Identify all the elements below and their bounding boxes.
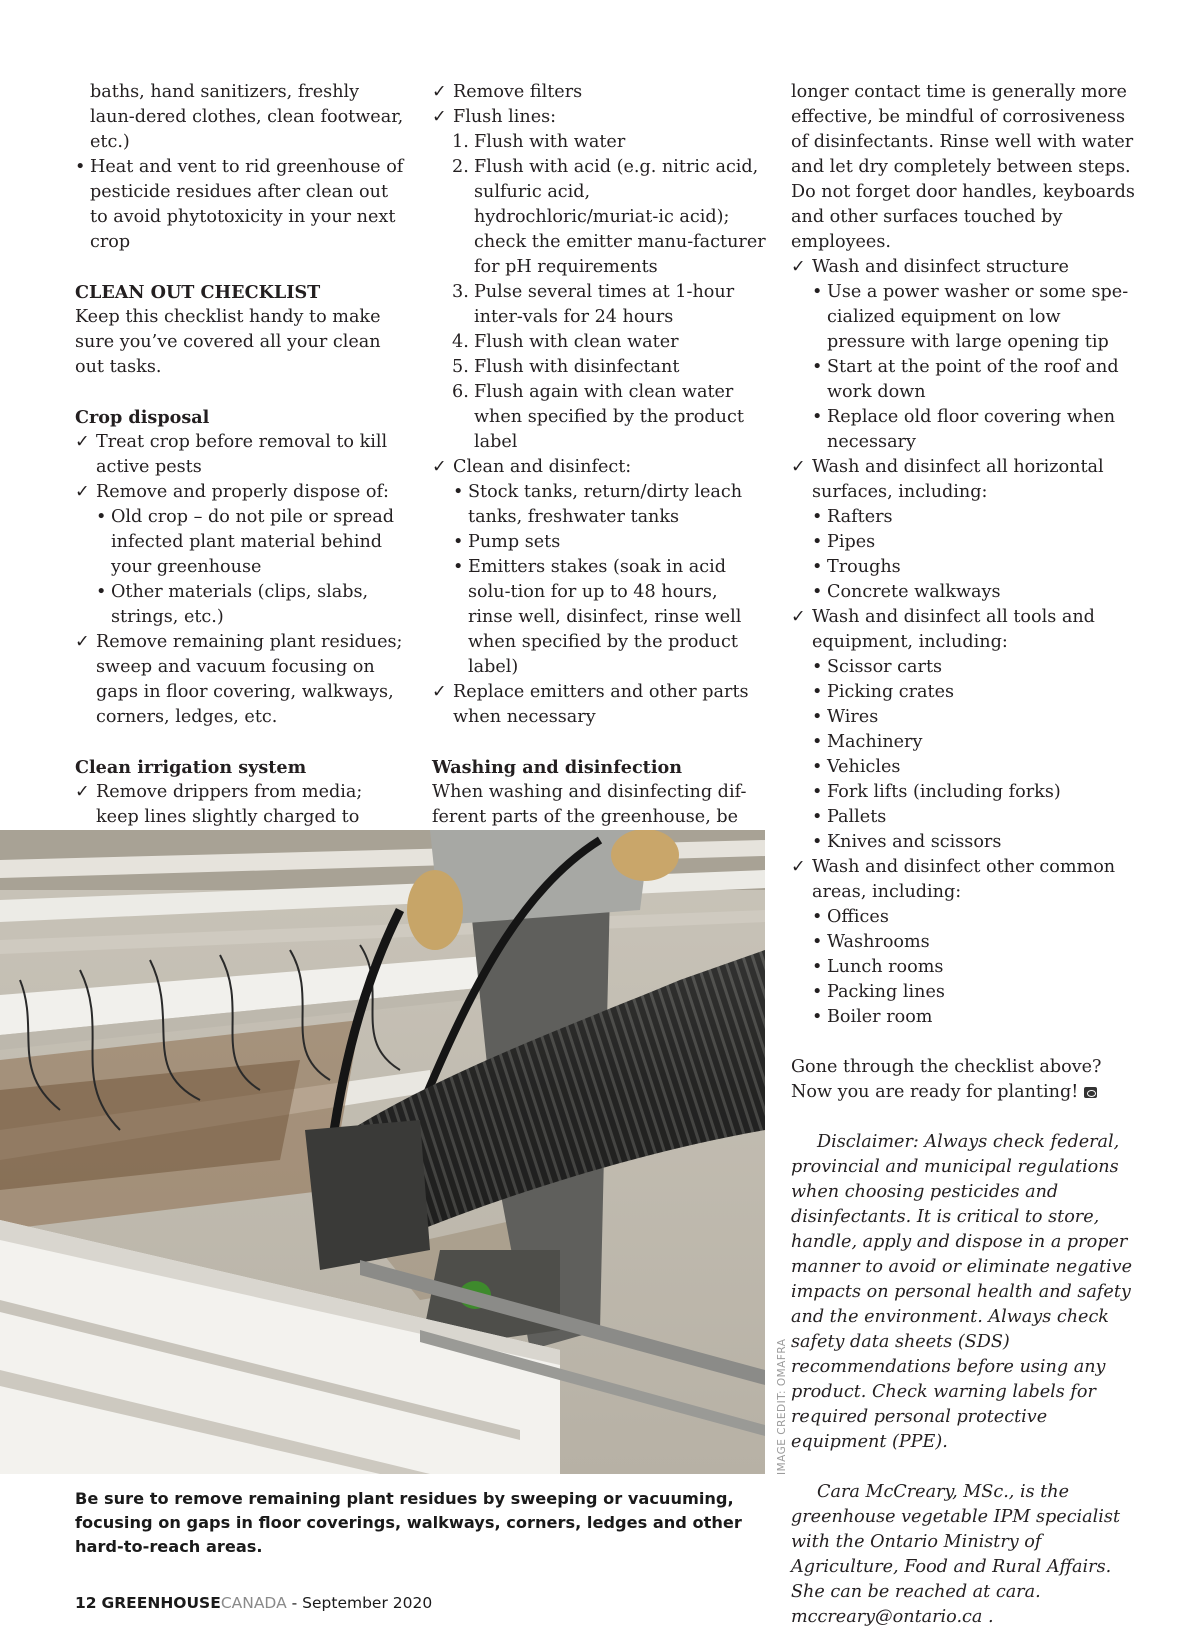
bullet-mark: • (812, 507, 823, 527)
list-item: • Offices (812, 905, 1136, 930)
checklist-item: ✓ Remove drippers from media; keep lines slightly charged to (75, 782, 363, 827)
checklist-item: ✓ Wash and disinfect structure (791, 255, 1136, 280)
page-number: 12 (75, 1594, 97, 1612)
check-mark: ✓ (791, 607, 806, 627)
article-column-3 (791, 80, 1136, 1630)
intro-continuation: baths, hand sanitizers, freshly laun-dered clothes, clean footwear, etc.) (90, 82, 404, 152)
list-item: • Pump sets (453, 530, 767, 555)
check-mark: ✓ (791, 257, 806, 277)
photo-caption: Be sure to remove remaining plant residues by sweeping or vacuuming, focusing on gaps in floor coverings, walkways, corners, ledges and other hard-to-reach areas. (75, 1489, 742, 1556)
irrigation-heading: Clean irrigation system (75, 757, 307, 778)
list-item: • Use a power washer or some spe-cialized equipment on low pressure with large opening tip (812, 282, 1129, 352)
check-mark: ✓ (75, 432, 90, 452)
step-number: 2. (452, 157, 469, 177)
numbered-item: 5. Flush with disinfectant (432, 355, 767, 380)
bullet-mark: • (453, 482, 464, 502)
list-item: • Rafters (812, 505, 1136, 530)
step-number: 4. (452, 332, 469, 352)
step-number: 1. (452, 132, 469, 152)
numbered-item: 2. Flush with acid (e.g. nitric acid, sulfuric acid, hydrochloric/muriat-ic acid); check the emitter manu-facturer for pH requirements (452, 157, 766, 277)
checklist-item: ✓ Flush lines: (432, 105, 767, 130)
list-item: • Heat and vent to rid greenhouse of pesticide residues after clean out to avoid phytotoxicity in your next crop (75, 157, 404, 252)
bullet-mark: • (812, 1007, 823, 1027)
article-column-1 (75, 80, 405, 880)
closing-text: Gone through the checklist above? Now you are ready for planting! (791, 1057, 1102, 1102)
numbered-item: 4. Flush with clean water (432, 330, 767, 355)
step-number: 6. (452, 382, 469, 402)
bullet-mark: • (75, 157, 86, 177)
bullet-mark: • (812, 732, 823, 752)
article-photo (0, 830, 765, 1474)
bullet-mark: • (812, 282, 823, 302)
checklist-intro: Keep this checklist handy to make sure you’ve covered all your clean out tasks. (75, 307, 381, 377)
list-item: • Knives and scissors (812, 830, 1136, 855)
washing-text-continued: longer contact time is generally more effective, be mindful of corrosiveness of disinfectants. Rinse well with water and let dry completely between steps. Do not forget door handles, keyboards and other surfaces touched by employees. (791, 82, 1135, 252)
list-item: • Vehicles (812, 755, 1136, 780)
numbered-item: 3. Pulse several times at 1-hour inter-vals for 24 hours (452, 282, 735, 327)
step-number: 3. (452, 282, 469, 302)
checklist-item: ✓ Replace emitters and other parts when necessary (432, 682, 749, 727)
washing-text: When washing and disinfecting dif-ferent parts of the greenhouse, be (432, 782, 747, 827)
bullet-mark: • (812, 582, 823, 602)
list-item: • Packing lines (812, 980, 1136, 1005)
check-mark: ✓ (432, 457, 447, 477)
bullet-mark: • (812, 707, 823, 727)
check-mark: ✓ (791, 457, 806, 477)
list-item: • Stock tanks, return/dirty leach tanks, freshwater tanks (453, 482, 743, 527)
numbered-item: 6. Flush again with clean water when specified by the product label (452, 382, 744, 452)
bullet-mark: • (812, 532, 823, 552)
list-item: • Pipes (812, 530, 1136, 555)
bullet-mark: • (812, 557, 823, 577)
list-item: • Fork lifts (including forks) (812, 780, 1136, 805)
checklist-item: ✓ Remove filters (432, 80, 767, 105)
numbered-item: 1. Flush with water (432, 130, 767, 155)
greenhouse-vacuum-photo (0, 830, 765, 1474)
crop-disposal-heading: Crop disposal (75, 407, 210, 428)
check-mark: ✓ (432, 82, 447, 102)
end-of-article-icon (1084, 1087, 1097, 1098)
check-mark: ✓ (432, 107, 447, 127)
bullet-mark: • (812, 682, 823, 702)
bullet-mark: • (812, 932, 823, 952)
bullet-mark: • (812, 757, 823, 777)
page-footer (75, 1594, 432, 1612)
list-item: • Machinery (812, 730, 1136, 755)
list-item: • Other materials (clips, slabs, strings, etc.) (96, 582, 369, 627)
bullet-mark: • (96, 507, 107, 527)
magazine-name: GREENHOUSE (101, 1594, 221, 1612)
bullet-mark: • (812, 407, 823, 427)
bullet-mark: • (812, 807, 823, 827)
bullet-mark: • (812, 907, 823, 927)
step-number: 5. (452, 357, 469, 377)
checklist-item: ✓ Remove remaining plant residues; sweep and vacuum focusing on gaps in floor covering, walkways, corners, ledges, etc. (75, 632, 403, 727)
check-mark: ✓ (75, 782, 90, 802)
list-item: • Scissor carts (812, 655, 1136, 680)
bullet-mark: • (812, 657, 823, 677)
bullet-mark: • (96, 582, 107, 602)
bullet-mark: • (453, 557, 464, 577)
bullet-mark: • (812, 832, 823, 852)
bullet-mark: • (812, 982, 823, 1002)
magazine-name-light: CANADA (220, 1594, 287, 1612)
bullet-mark: • (812, 782, 823, 802)
bullet-mark: • (453, 532, 464, 552)
article-column-2 (432, 80, 767, 905)
list-item: • Concrete walkways (812, 580, 1136, 605)
check-mark: ✓ (75, 482, 90, 502)
list-item: • Old crop – do not pile or spread infected plant material behind your greenhouse (96, 507, 395, 577)
check-mark: ✓ (432, 682, 447, 702)
list-item: • Boiler room (812, 1005, 1136, 1030)
checklist-item: ✓ Wash and disinfect other common areas, including: (791, 857, 1116, 902)
list-item: • Emitters stakes (soak in acid solu-tion for up to 48 hours, rinse well, disinfect, rinse well when specified by the product label) (453, 557, 742, 677)
list-item: • Lunch rooms (812, 955, 1136, 980)
washing-heading: Washing and disinfection (432, 757, 683, 778)
disclaimer: Disclaimer: Always check federal, provincial and municipal regulations when choosing pesticides and disinfectants. It is critical to store, handle, apply and dispose in a proper manner to avoid or eliminate negative impacts on personal health and safety and the environment. Always check safety data sheets (SDS) recommendations before using any product. Check warning labels for required personal protective equipment (PPE). (791, 1132, 1133, 1452)
list-item: • Pallets (812, 805, 1136, 830)
checklist-item: ✓ Clean and disinfect: (432, 455, 767, 480)
bullet-mark: • (812, 357, 823, 377)
checklist-heading: CLEAN OUT CHECKLIST (75, 282, 321, 303)
list-item: • Troughs (812, 555, 1136, 580)
list-item: • Washrooms (812, 930, 1136, 955)
bullet-mark: • (812, 957, 823, 977)
checklist-item: ✓ Remove and properly dispose of: (75, 480, 405, 505)
issue-date: - September 2020 (291, 1594, 433, 1612)
list-item: • Replace old floor covering when necessary (812, 407, 1116, 452)
image-credit: IMAGE CREDIT: OMAFRA (776, 1338, 788, 1475)
checklist-item: ✓ Wash and disinfect all horizontal surfaces, including: (791, 457, 1104, 502)
check-mark: ✓ (75, 632, 90, 652)
list-item: • Start at the point of the roof and work down (812, 357, 1119, 402)
list-item: • Picking crates (812, 680, 1136, 705)
check-mark: ✓ (791, 857, 806, 877)
checklist-item: ✓ Treat crop before removal to kill active pests (75, 432, 388, 477)
author-bio: Cara McCreary, MSc., is the greenhouse vegetable IPM specialist with the Ontario Ministry of Agriculture, Food and Rural Affairs. She can be reached at cara. mccreary@ontario.ca . (791, 1482, 1121, 1627)
checklist-item: ✓ Wash and disinfect all tools and equipment, including: (791, 607, 1095, 652)
list-item: • Wires (812, 705, 1136, 730)
